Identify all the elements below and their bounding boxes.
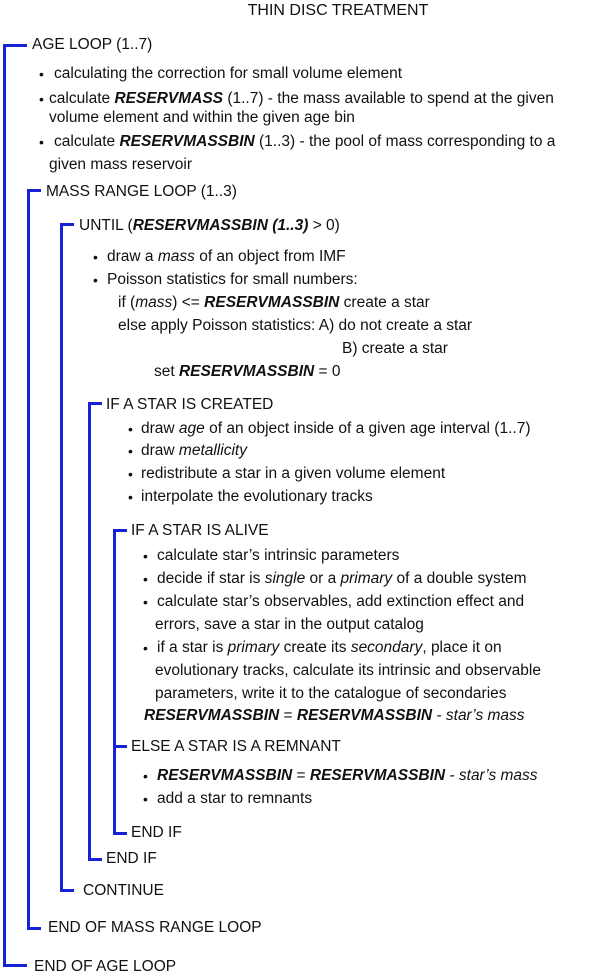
if-created-step-1: draw age of an object inside of a given age interval (1..7) xyxy=(141,420,531,437)
bullet: • xyxy=(143,791,148,807)
until-condition: if (mass) <= RESERVMASSBIN create a star xyxy=(118,294,430,311)
until-else: else apply Poisson statistics: A) do not create a star xyxy=(118,317,473,334)
bullet: • xyxy=(93,249,98,265)
if-alive-header: IF A STAR IS ALIVE xyxy=(131,522,269,539)
bullet: • xyxy=(39,134,44,150)
bullet: • xyxy=(143,571,148,587)
until-footer: CONTINUE xyxy=(83,882,164,899)
if-created-step-4: interpolate the evolutionary tracks xyxy=(141,488,373,505)
age-loop-step-2-cont: volume element and within the given age bin xyxy=(49,109,355,126)
remnant-step-2: add a star to remnants xyxy=(157,790,313,807)
bullet: • xyxy=(93,272,98,288)
until-step-2: Poisson statistics for small numbers: xyxy=(107,271,358,288)
if-created-step-3: redistribute a star in a given volume element xyxy=(141,465,446,482)
until-header: UNTIL (RESERVMASSBIN (1..3) > 0) xyxy=(79,217,340,234)
if-alive-step-4-cont-2: parameters, write it to the catalogue of secondaries xyxy=(155,685,507,702)
diagram-title: THIN DISC TREATMENT xyxy=(247,2,429,19)
if-created-header: IF A STAR IS CREATED xyxy=(106,396,274,413)
bullet: • xyxy=(143,640,148,656)
bullet: • xyxy=(39,91,44,107)
if-alive-footer: END IF xyxy=(131,824,182,841)
age-loop-header: AGE LOOP (1..7) xyxy=(32,36,153,53)
until-step-1: draw a mass of an object from IMF xyxy=(107,248,346,265)
if-alive-step-1: calculate star’s intrinsic parameters xyxy=(157,547,400,564)
if-alive-step-3: calculate star’s observables, add extinction effect and xyxy=(157,593,525,610)
else-remnant-header: ELSE A STAR IS A REMNANT xyxy=(131,738,341,755)
age-loop-step-3: calculate RESERVMASSBIN (1..3) - the pool of mass corresponding to a xyxy=(54,133,556,150)
until-set: set RESERVMASSBIN = 0 xyxy=(154,363,341,380)
until-option-b: B) create a star xyxy=(342,340,448,357)
remnant-mass-update: RESERVMASSBIN = RESERVMASSBIN - star’s mass xyxy=(157,767,538,784)
age-loop-step-3-cont: given mass reservoir xyxy=(49,156,192,173)
bullet: • xyxy=(128,466,133,482)
if-alive-step-4: if a star is primary create its secondary, place it on xyxy=(157,639,502,656)
if-created-footer: END IF xyxy=(106,850,157,867)
age-loop-step-2: calculate RESERVMASS (1..7) - the mass available to spend at the given xyxy=(49,90,554,107)
if-alive-step-4-cont-1: evolutionary tracks, calculate its intrinsic and observable xyxy=(155,662,541,679)
if-alive-step-3-cont: errors, save a star in the output catalog xyxy=(155,616,424,633)
bullet: • xyxy=(128,443,133,459)
mass-loop-header: MASS RANGE LOOP (1..3) xyxy=(46,183,237,200)
if-alive-step-2: decide if star is single or a primary of a double system xyxy=(157,570,527,587)
bullet: • xyxy=(128,421,133,437)
mass-loop-footer: END OF MASS RANGE LOOP xyxy=(48,919,262,936)
if-alive-mass-update: RESERVMASSBIN = RESERVMASSBIN - star’s mass xyxy=(144,707,525,724)
age-loop-footer: END OF AGE LOOP xyxy=(34,958,177,975)
bullet: • xyxy=(143,594,148,610)
bullet: • xyxy=(128,489,133,505)
age-loop-step-1: calculating the correction for small volume element xyxy=(54,65,403,82)
bullet: • xyxy=(143,768,148,784)
if-created-step-2: draw metallicity xyxy=(141,442,247,459)
bullet: • xyxy=(143,548,148,564)
bullet: • xyxy=(39,66,44,82)
